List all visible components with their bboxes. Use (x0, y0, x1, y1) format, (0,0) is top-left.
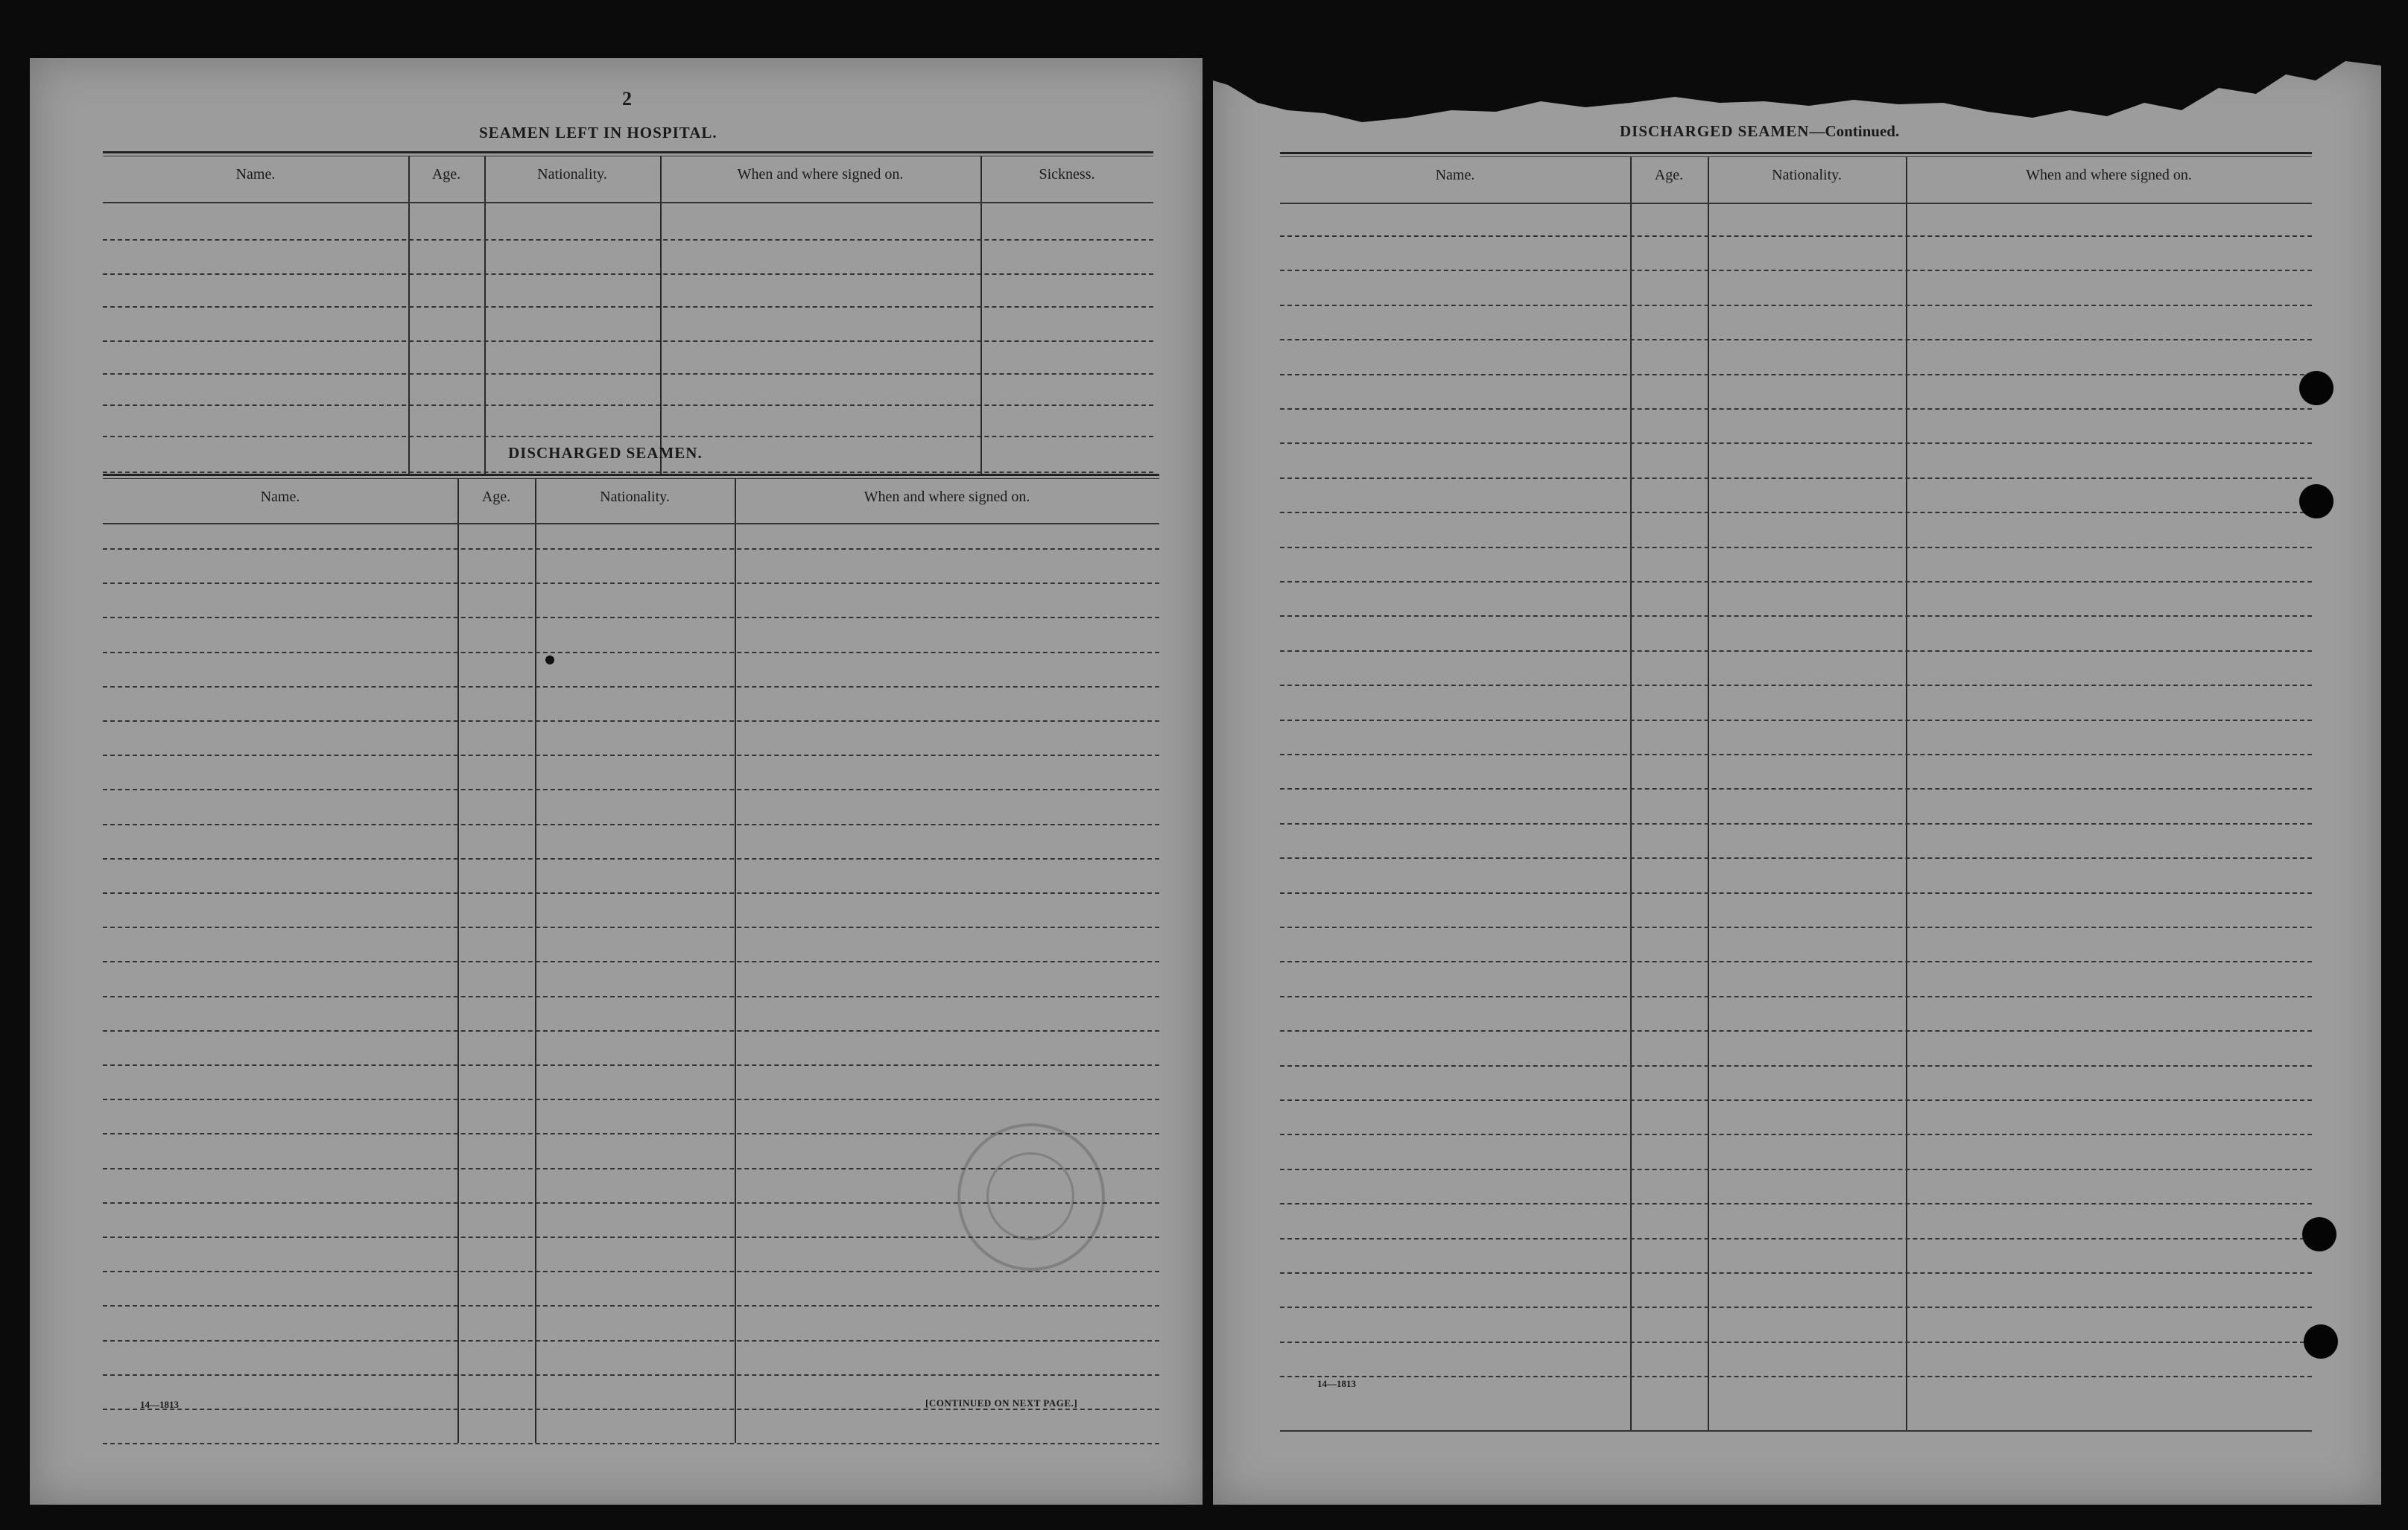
table-row (1280, 477, 2312, 479)
table-row (103, 961, 1159, 962)
table-row (103, 789, 1159, 790)
table-row (1280, 547, 2312, 548)
table-row (1280, 1099, 2312, 1101)
punch-hole-icon (2299, 484, 2333, 518)
right-col-signed-on: When and where signed on. (2026, 167, 2192, 183)
table-row (103, 1271, 1159, 1272)
right-page (1213, 58, 2381, 1505)
table-row (103, 436, 1153, 437)
right-col-age: Age. (1654, 167, 1684, 183)
hospital-col-age: Age. (431, 166, 461, 182)
discharged-col-name: Name. (260, 489, 300, 505)
left-form-code: 14—1813 (140, 1399, 179, 1410)
table-row (1280, 996, 2312, 997)
table-row (103, 340, 1153, 342)
table-row (1280, 1065, 2312, 1067)
punch-hole-icon (2304, 1324, 2338, 1359)
table-row (1280, 235, 2312, 237)
hospital-section-title: SEAMEN LEFT IN HOSPITAL. (479, 124, 717, 142)
table-row (103, 720, 1159, 722)
table-row (103, 472, 1153, 473)
table-row (1280, 1376, 2312, 1377)
table-row (103, 1030, 1159, 1032)
table-row (1280, 408, 2312, 410)
right-col-name: Name. (1435, 167, 1475, 183)
table-row (1280, 788, 2312, 790)
hospital-col-nationality: Nationality. (537, 166, 607, 182)
hospital-col-signed-on: When and where signed on. (737, 166, 904, 182)
table-row (103, 583, 1159, 584)
right-discharged-table (1280, 152, 2312, 1433)
table-row (103, 824, 1159, 825)
table-row (1280, 1238, 2312, 1239)
table-row (103, 202, 1153, 203)
page-number: 2 (622, 88, 632, 109)
table-row (103, 686, 1159, 688)
table-row (1280, 339, 2312, 340)
table-row (1280, 685, 2312, 686)
faded-stamp-icon (957, 1123, 1105, 1271)
table-row (1280, 615, 2312, 617)
table-row (1280, 1134, 2312, 1135)
table-row (1280, 754, 2312, 755)
table-row (1280, 857, 2312, 859)
table-row (103, 1305, 1159, 1307)
right-col-nationality: Nationality. (1772, 167, 1842, 183)
table-row (1280, 823, 2312, 825)
table-row (103, 1374, 1159, 1376)
right-title-cont: —Continued. (1809, 122, 1900, 140)
table-row (1280, 1342, 2312, 1343)
table-row (103, 858, 1159, 860)
hospital-col-sickness: Sickness. (1039, 166, 1095, 182)
table-row (1280, 961, 2312, 962)
right-title-main: DISCHARGED SEAMEN (1620, 122, 1810, 140)
table-row (1280, 1203, 2312, 1204)
table-row (1280, 650, 2312, 652)
table-row (103, 996, 1159, 997)
table-row (103, 755, 1159, 756)
table-row (1280, 1169, 2312, 1170)
discharged-col-age: Age. (481, 489, 511, 505)
torn-edge-icon (1213, 58, 2381, 125)
table-row (1280, 270, 2312, 271)
table-row (1280, 720, 2312, 721)
discharged-col-nationality: Nationality. (600, 489, 670, 505)
table-row (103, 617, 1159, 618)
table-row (1280, 581, 2312, 583)
table-row (1280, 927, 2312, 928)
table-row (1280, 1030, 2312, 1032)
table-row (103, 306, 1153, 308)
right-section-title (1620, 122, 1899, 141)
punch-hole-icon (2302, 1217, 2336, 1251)
table-row (103, 548, 1159, 550)
table-row (103, 892, 1159, 894)
table-row (103, 273, 1153, 275)
table-row (1280, 1307, 2312, 1308)
hospital-col-name: Name. (235, 166, 276, 182)
continued-note: [CONTINUED ON NEXT PAGE.] (925, 1397, 1078, 1409)
table-row (1280, 892, 2312, 894)
table-row (103, 1099, 1159, 1100)
table-row (1280, 305, 2312, 306)
table-row (103, 652, 1159, 653)
discharged-section-title: DISCHARGED SEAMEN. (508, 444, 703, 462)
table-row (1280, 442, 2312, 444)
table-row (103, 1064, 1159, 1066)
left-page (30, 58, 1203, 1505)
table-row (103, 373, 1153, 375)
table-row (103, 239, 1153, 241)
punch-hole-icon (2299, 371, 2333, 405)
right-form-code: 14—1813 (1317, 1378, 1356, 1389)
table-row (103, 1340, 1159, 1342)
hospital-table (103, 151, 1153, 479)
discharged-table (103, 474, 1159, 1446)
table-row (103, 1443, 1159, 1444)
table-row (103, 404, 1153, 406)
ink-speck (545, 656, 554, 664)
table-row (1280, 1272, 2312, 1274)
table-row (103, 927, 1159, 928)
discharged-col-signed-on: When and where signed on. (864, 489, 1030, 505)
table-row (1280, 374, 2312, 375)
table-row (1280, 512, 2312, 513)
